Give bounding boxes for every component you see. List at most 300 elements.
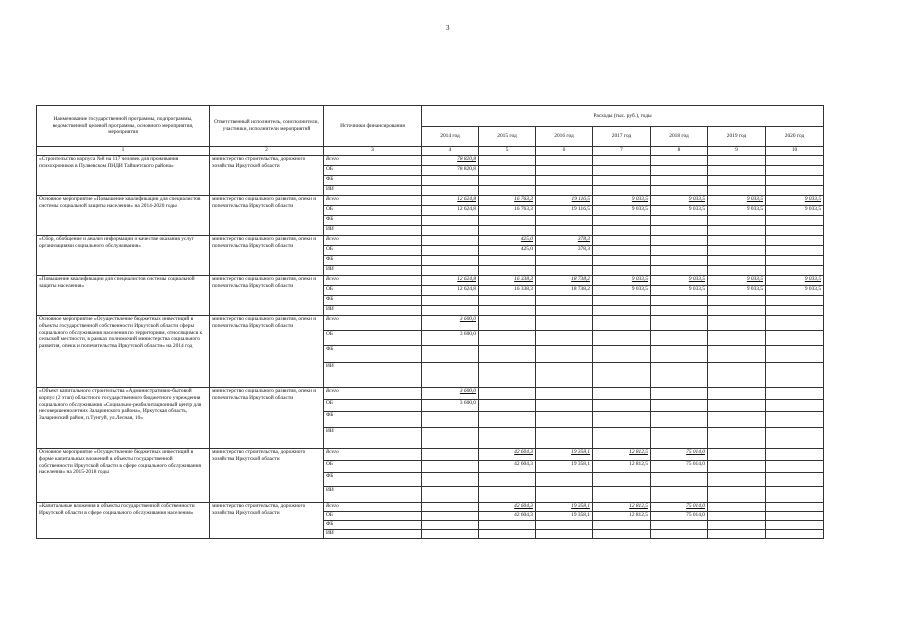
amount-cell xyxy=(651,236,708,246)
amount-cell xyxy=(708,346,766,363)
amount-cell xyxy=(766,503,824,512)
amount-cell xyxy=(479,216,536,226)
amount-cell xyxy=(479,363,536,388)
amount-cell xyxy=(651,296,708,306)
amount-cell xyxy=(422,521,479,530)
amount-cell xyxy=(651,226,708,236)
amount-cell xyxy=(708,226,766,236)
amount-cell xyxy=(593,176,651,186)
amount-cell xyxy=(651,521,708,530)
amount-cell: 19 116,5 xyxy=(536,206,593,216)
page-number: 3 xyxy=(446,24,450,32)
amount-cell xyxy=(766,473,824,487)
amount-cell xyxy=(593,530,651,539)
header-year: 2017 год xyxy=(593,127,651,147)
amount-cell xyxy=(422,306,479,316)
funding-source: Всего xyxy=(324,449,422,461)
amount-cell: 16 338,3 xyxy=(479,286,536,296)
table-row xyxy=(37,316,824,331)
column-index: 5 xyxy=(479,147,536,156)
column-index: 6 xyxy=(536,147,593,156)
amount-cell xyxy=(422,530,479,539)
amount-cell: 9 033,5 xyxy=(708,206,766,216)
amount-cell xyxy=(479,412,536,428)
amount-cell xyxy=(766,216,824,226)
amount-cell xyxy=(536,296,593,306)
amount-cell xyxy=(593,166,651,176)
amount-cell xyxy=(708,316,766,331)
amount-cell: 75 014,0 xyxy=(651,512,708,521)
amount-cell xyxy=(766,166,824,176)
funding-source: Всего xyxy=(324,276,422,286)
amount-cell: 9 033,5 xyxy=(651,196,708,206)
amount-cell xyxy=(593,266,651,276)
amount-cell xyxy=(593,306,651,316)
amount-cell xyxy=(536,216,593,226)
amount-cell xyxy=(536,156,593,166)
amount-cell xyxy=(593,256,651,266)
amount-cell xyxy=(536,346,593,363)
funding-source: ФБ xyxy=(324,473,422,487)
amount-cell xyxy=(651,246,708,256)
amount-cell xyxy=(708,331,766,346)
amount-cell xyxy=(479,266,536,276)
amount-cell xyxy=(593,428,651,449)
amount-cell xyxy=(479,156,536,166)
amount-cell xyxy=(708,503,766,512)
amount-cell xyxy=(593,346,651,363)
amount-cell xyxy=(593,331,651,346)
amount-cell xyxy=(651,186,708,196)
amount-cell xyxy=(593,316,651,331)
amount-cell xyxy=(536,521,593,530)
amount-cell xyxy=(708,521,766,530)
amount-cell xyxy=(708,487,766,503)
amount-cell xyxy=(536,487,593,503)
amount-cell xyxy=(593,412,651,428)
amount-cell: 9 033,5 xyxy=(766,286,824,296)
amount-cell: 42 604,3 xyxy=(479,503,536,512)
amount-cell xyxy=(651,346,708,363)
amount-cell xyxy=(536,388,593,400)
amount-cell xyxy=(536,316,593,331)
header-year: 2014 год xyxy=(422,127,479,147)
amount-cell xyxy=(536,428,593,449)
funding-source: Всего xyxy=(324,503,422,512)
funding-source: ИИ xyxy=(324,363,422,388)
amount-cell: 9 033,5 xyxy=(651,206,708,216)
funding-source: ИИ xyxy=(324,428,422,449)
amount-cell xyxy=(708,186,766,196)
amount-cell xyxy=(479,166,536,176)
amount-cell: 12 624,8 xyxy=(422,206,479,216)
amount-cell xyxy=(593,363,651,388)
amount-cell xyxy=(479,176,536,186)
amount-cell: 19 358,1 xyxy=(536,449,593,461)
amount-cell: 16 763,3 xyxy=(479,206,536,216)
amount-cell: 75 014,0 xyxy=(651,461,708,473)
amount-cell xyxy=(479,331,536,346)
amount-cell xyxy=(766,388,824,400)
header-year: 2019 год xyxy=(708,127,766,147)
amount-cell xyxy=(708,246,766,256)
amount-cell: 75 014,0 xyxy=(651,503,708,512)
amount-cell xyxy=(479,400,536,412)
amount-cell xyxy=(593,400,651,412)
funding-source: ИИ xyxy=(324,487,422,503)
amount-cell xyxy=(766,512,824,521)
amount-cell xyxy=(766,331,824,346)
amount-cell xyxy=(422,503,479,512)
funding-source: ОБ xyxy=(324,400,422,412)
funding-source: ИИ xyxy=(324,186,422,196)
amount-cell: 16 763,3 xyxy=(479,196,536,206)
funding-source: ФБ xyxy=(324,256,422,266)
funding-source: ФБ xyxy=(324,346,422,363)
expenditure-table xyxy=(36,105,824,539)
funding-source: ФБ xyxy=(324,176,422,186)
measure-name: Основное мероприятие «Повышение квалификации для специалистов системы социальной защиты населения» на 2014-2020 годы xyxy=(37,196,210,236)
funding-source: ФБ xyxy=(324,521,422,530)
amount-cell xyxy=(708,236,766,246)
amount-cell xyxy=(708,461,766,473)
amount-cell xyxy=(651,306,708,316)
amount-cell xyxy=(422,216,479,226)
amount-cell: 9 033,5 xyxy=(593,196,651,206)
amount-cell xyxy=(479,296,536,306)
amount-cell xyxy=(422,461,479,473)
amount-cell xyxy=(766,236,824,246)
funding-source: ИИ xyxy=(324,226,422,236)
funding-source: ФБ xyxy=(324,296,422,306)
amount-cell xyxy=(651,412,708,428)
amount-cell xyxy=(651,166,708,176)
funding-source: Всего xyxy=(324,316,422,331)
amount-cell xyxy=(708,412,766,428)
executor: министерство социального развития, опеки и попечительства Иркутской области xyxy=(210,236,324,276)
amount-cell: 9 033,5 xyxy=(593,276,651,286)
measure-name: «Капитальные вложения в объекты государственной собственности Иркутской области в сфере социального обслуживания населения» xyxy=(37,503,210,539)
amount-cell xyxy=(708,428,766,449)
amount-cell: 12 812,5 xyxy=(593,449,651,461)
table-row xyxy=(37,388,824,400)
amount-cell: 9 033,5 xyxy=(651,286,708,296)
executor: министерство социального развития, опеки и попечительства Иркутской области xyxy=(210,196,324,236)
amount-cell xyxy=(536,306,593,316)
amount-cell: 12 624,8 xyxy=(422,276,479,286)
amount-cell xyxy=(593,186,651,196)
table-row xyxy=(37,196,824,206)
amount-cell xyxy=(766,296,824,306)
amount-cell xyxy=(766,306,824,316)
amount-cell xyxy=(593,226,651,236)
amount-cell: 19 358,1 xyxy=(536,503,593,512)
amount-cell xyxy=(422,246,479,256)
amount-cell xyxy=(536,166,593,176)
amount-cell xyxy=(651,256,708,266)
amount-cell: 9 033,5 xyxy=(593,286,651,296)
amount-cell: 18 738,2 xyxy=(536,276,593,286)
amount-cell: 42 604,3 xyxy=(479,512,536,521)
amount-cell: 42 604,3 xyxy=(479,449,536,461)
amount-cell xyxy=(766,176,824,186)
amount-cell xyxy=(593,236,651,246)
column-index: 9 xyxy=(708,147,766,156)
measure-name: «Объект капитального строительства «Административно-бытовой корпус (2 этап) областного государственного бюджетного учреждения социального обслуживания «Социально-реабилитационный центр для несовершеннолетних Заларинского района», Иркутская область, Заларинский район, п.Тунгуй, ул.Лесная, 10» xyxy=(37,388,210,449)
amount-cell: 18 738,2 xyxy=(536,286,593,296)
amount-cell: 3 600,0 xyxy=(422,316,479,331)
amount-cell xyxy=(422,346,479,363)
amount-cell xyxy=(708,266,766,276)
amount-cell xyxy=(479,521,536,530)
amount-cell: 3 600,0 xyxy=(422,331,479,346)
executor: министерство социального развития, опеки и попечительства Иркутской области xyxy=(210,316,324,388)
amount-cell xyxy=(593,487,651,503)
amount-cell xyxy=(479,346,536,363)
amount-cell: 12 624,8 xyxy=(422,196,479,206)
amount-cell xyxy=(593,246,651,256)
amount-cell xyxy=(651,530,708,539)
amount-cell xyxy=(422,176,479,186)
amount-cell xyxy=(651,316,708,331)
executor: министерство строительства, дорожного хозяйства Иркутской области xyxy=(210,449,324,503)
amount-cell xyxy=(479,530,536,539)
amount-cell xyxy=(766,266,824,276)
amount-cell: 75 014,0 xyxy=(651,449,708,461)
amount-cell xyxy=(422,266,479,276)
amount-cell xyxy=(708,473,766,487)
amount-cell xyxy=(651,388,708,400)
amount-cell xyxy=(708,156,766,166)
table-row xyxy=(37,276,824,286)
amount-cell xyxy=(593,156,651,166)
executor: министерство социального развития, опеки и попечительства Иркутской области xyxy=(210,388,324,449)
amount-cell xyxy=(479,428,536,449)
amount-cell xyxy=(422,236,479,246)
measure-name: «Сбор, обобщение и анализ информации о качестве оказания услуг организациями социального обслуживания» xyxy=(37,236,210,276)
amount-cell xyxy=(766,256,824,266)
amount-cell xyxy=(422,487,479,503)
funding-source: ОБ xyxy=(324,512,422,521)
amount-cell: 12 624,8 xyxy=(422,286,479,296)
funding-source: Всего xyxy=(324,236,422,246)
amount-cell xyxy=(708,512,766,521)
amount-cell: 9 033,5 xyxy=(766,206,824,216)
funding-source: ОБ xyxy=(324,166,422,176)
amount-cell xyxy=(651,216,708,226)
amount-cell: 9 033,5 xyxy=(708,196,766,206)
measure-name: «Строительство корпуса №8 на 117 человек для проживания психохроников в Пуляевском ПНДИ Тайшетского района» xyxy=(37,156,210,196)
amount-cell xyxy=(766,346,824,363)
amount-cell xyxy=(651,266,708,276)
amount-cell xyxy=(708,388,766,400)
amount-cell xyxy=(422,412,479,428)
amount-cell xyxy=(766,186,824,196)
amount-cell xyxy=(479,256,536,266)
amount-cell xyxy=(708,306,766,316)
measure-name: Основное мероприятие «Осуществление бюджетных инвестиций в объекты государственной собственности Иркутской области сферы социального обслуживания населения по территориям, относящимся к сельской местности, в рамках полномочий министерства социального развития, опеки и попечительства Иркутской области» на 2014 год xyxy=(37,316,210,388)
funding-source: ФБ xyxy=(324,216,422,226)
amount-cell: 3 600,0 xyxy=(422,400,479,412)
amount-cell xyxy=(708,530,766,539)
amount-cell xyxy=(651,400,708,412)
executor: министерство строительства, дорожного хозяйства Иркутской области xyxy=(210,156,324,196)
amount-cell xyxy=(766,246,824,256)
amount-cell xyxy=(422,256,479,266)
measure-name: «Повышение квалификации для специалистов системы социальной защиты населения» xyxy=(37,276,210,316)
funding-source: Всего xyxy=(324,156,422,166)
amount-cell: 9 033,5 xyxy=(708,276,766,286)
amount-cell: 9 033,5 xyxy=(651,276,708,286)
amount-cell xyxy=(708,256,766,266)
amount-cell xyxy=(651,331,708,346)
amount-cell xyxy=(766,363,824,388)
amount-cell xyxy=(536,176,593,186)
amount-cell xyxy=(593,521,651,530)
amount-cell xyxy=(708,166,766,176)
amount-cell xyxy=(593,216,651,226)
amount-cell xyxy=(422,512,479,521)
funding-source: ОБ xyxy=(324,246,422,256)
amount-cell: 9 033,5 xyxy=(708,286,766,296)
header-executor: Ответственный исполнитель, соисполнители, участники, исполнители мероприятий xyxy=(210,106,324,147)
amount-cell xyxy=(708,296,766,306)
funding-source: ИИ xyxy=(324,306,422,316)
amount-cell xyxy=(422,226,479,236)
amount-cell xyxy=(479,487,536,503)
header-year: 2018 год xyxy=(651,127,708,147)
amount-cell xyxy=(708,216,766,226)
amount-cell xyxy=(536,256,593,266)
column-index: 2 xyxy=(210,147,324,156)
header-year: 2020 год xyxy=(766,127,824,147)
amount-cell xyxy=(422,473,479,487)
amount-cell: 9 033,5 xyxy=(766,276,824,286)
amount-cell: 16 338,3 xyxy=(479,276,536,286)
amount-cell: 3 600,0 xyxy=(422,388,479,400)
header-source: Источники финансирования xyxy=(324,106,422,147)
amount-cell: 12 812,5 xyxy=(593,503,651,512)
funding-source: ФБ xyxy=(324,412,422,428)
column-index: 3 xyxy=(324,147,422,156)
column-index: 1 xyxy=(37,147,210,156)
amount-cell xyxy=(766,400,824,412)
amount-cell xyxy=(479,388,536,400)
amount-cell: 19 358,1 xyxy=(536,512,593,521)
executor: министерство социального развития, опеки и попечительства Иркутской области xyxy=(210,276,324,316)
amount-cell xyxy=(422,296,479,306)
amount-cell xyxy=(766,530,824,539)
table-row xyxy=(37,503,824,512)
header-name: Наименование государственной программы, подпрограммы, ведомственной целевой программы, основного мероприятия, мероприятия xyxy=(37,106,210,147)
amount-cell xyxy=(708,400,766,412)
amount-cell xyxy=(479,473,536,487)
funding-source: Всего xyxy=(324,388,422,400)
amount-cell xyxy=(422,449,479,461)
amount-cell xyxy=(708,176,766,186)
amount-cell xyxy=(536,186,593,196)
amount-cell xyxy=(536,226,593,236)
funding-source: ОБ xyxy=(324,286,422,296)
amount-cell xyxy=(536,363,593,388)
amount-cell xyxy=(651,428,708,449)
amount-cell xyxy=(766,521,824,530)
amount-cell: 425,0 xyxy=(479,246,536,256)
amount-cell xyxy=(766,428,824,449)
amount-cell xyxy=(422,363,479,388)
executor: министерство строительства, дорожного хозяйства Иркутской области xyxy=(210,503,324,539)
amount-cell: 12 812,5 xyxy=(593,512,651,521)
funding-source: ОБ xyxy=(324,461,422,473)
amount-cell xyxy=(422,428,479,449)
amount-cell: 19 116,5 xyxy=(536,196,593,206)
funding-source: ИИ xyxy=(324,266,422,276)
funding-source: ОБ xyxy=(324,206,422,216)
column-index: 4 xyxy=(422,147,479,156)
amount-cell xyxy=(651,487,708,503)
amount-cell xyxy=(766,156,824,166)
column-index: 8 xyxy=(651,147,708,156)
amount-cell xyxy=(766,487,824,503)
amount-cell xyxy=(766,226,824,236)
amount-cell xyxy=(593,296,651,306)
amount-cell: 425,0 xyxy=(479,236,536,246)
header-expenses: Расходы (тыс. руб.), годы xyxy=(422,106,824,127)
amount-cell xyxy=(651,176,708,186)
header-year: 2016 год xyxy=(536,127,593,147)
amount-cell xyxy=(651,363,708,388)
amount-cell: 19 358,1 xyxy=(536,461,593,473)
amount-cell xyxy=(766,316,824,331)
amount-cell xyxy=(766,412,824,428)
table-row xyxy=(37,449,824,461)
amount-cell xyxy=(536,473,593,487)
amount-cell xyxy=(593,473,651,487)
amount-cell xyxy=(422,186,479,196)
amount-cell xyxy=(536,266,593,276)
amount-cell xyxy=(536,400,593,412)
column-index: 7 xyxy=(593,147,651,156)
amount-cell: 378,3 xyxy=(536,246,593,256)
amount-cell xyxy=(479,316,536,331)
amount-cell xyxy=(536,412,593,428)
header-year: 2015 год xyxy=(479,127,536,147)
amount-cell xyxy=(651,156,708,166)
amount-cell xyxy=(766,461,824,473)
amount-cell: 78 820,8 xyxy=(422,156,479,166)
measure-name: Основное мероприятие «Осуществление бюджетных инвестиций в форме капитальных вложений в объекты государственной собственности Иркутской области в сфере социального обслуживания населения» на 2015-2018 годы xyxy=(37,449,210,503)
funding-source: ИИ xyxy=(324,530,422,539)
funding-source: Всего xyxy=(324,196,422,206)
amount-cell xyxy=(479,306,536,316)
amount-cell: 9 033,5 xyxy=(593,206,651,216)
amount-cell: 378,3 xyxy=(536,236,593,246)
amount-cell xyxy=(479,226,536,236)
table-row xyxy=(37,236,824,246)
amount-cell: 12 812,5 xyxy=(593,461,651,473)
amount-cell: 9 033,5 xyxy=(766,196,824,206)
amount-cell: 42 604,3 xyxy=(479,461,536,473)
amount-cell xyxy=(766,449,824,461)
amount-cell xyxy=(708,449,766,461)
amount-cell xyxy=(593,388,651,400)
amount-cell xyxy=(536,530,593,539)
table-row xyxy=(37,156,824,166)
funding-source: ОБ xyxy=(324,331,422,346)
amount-cell xyxy=(536,331,593,346)
amount-cell xyxy=(708,363,766,388)
amount-cell xyxy=(479,186,536,196)
